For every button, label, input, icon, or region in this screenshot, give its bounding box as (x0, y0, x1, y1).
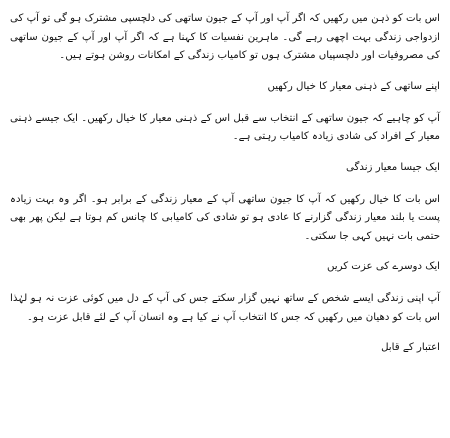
heading-respect: ایک دوسرے کی عزت کریں (326, 261, 440, 272)
paragraph-shared-interests: اس بات کو ذہن میں رکھیں کہ اگر آپ اور آپ کے جیون ساتھی کی دلچسپی مشترک ہو گی تو آپ کی ازدواجی زندگی بہت اچھی رہے گی۔ ماہرین نفسیات کا کہنا ہے کہ اگر آپ اور آپ کے جیون ساتھی کی مصروفیات اور دلچسپیاں مشترک ہوں تو کامیاب زندگی کے امکانات روشن ہوتے ہیں۔ (10, 13, 440, 61)
paragraph-living-standard: اس بات کا خیال رکھیں کہ آپ کا جیون ساتھی آپ کے معیار زندگی کے برابر ہو۔ اگر وہ بہت زیادہ پست یا بلند معیار زندگی گزارنے کا عادی ہو تو شادی کی کامیابی کا چانس کم ہوتا ہے لیکن پھر بھی حتمی بات نہیں کہی جا سکتی۔ (10, 193, 440, 242)
heading-trustworthy: اعتبار کے قابل (381, 342, 440, 353)
heading-mental-level: اپنے ساتھی کے ذہنی معیار کا خیال رکھیں (267, 80, 440, 92)
paragraph-respect: آپ اپنی زندگی ایسے شخص کے ساتھ نہیں گزار سکتے جس کی آپ کے دل میں کوئی عزت نہ ہو لہٰذا اس بات کو دھیان میں رکھیں کہ جس کا انتخاب آپ نے کیا ہے وہ انسان آپ کے لئے قابل عزت ہو۔ (10, 293, 440, 323)
heading-living-standard: ایک جیسا معیار زندگی (346, 161, 440, 173)
paragraph-mental-level: آپ کو چاہیے کہ جیون ساتھی کے انتخاب سے قبل اس کے ذہنی معیار کا خیال رکھیں۔ ایک جیسے ذہنی معیار کے افراد کی شادی زیادہ کامیاب رہتی ہے۔ (10, 112, 440, 142)
